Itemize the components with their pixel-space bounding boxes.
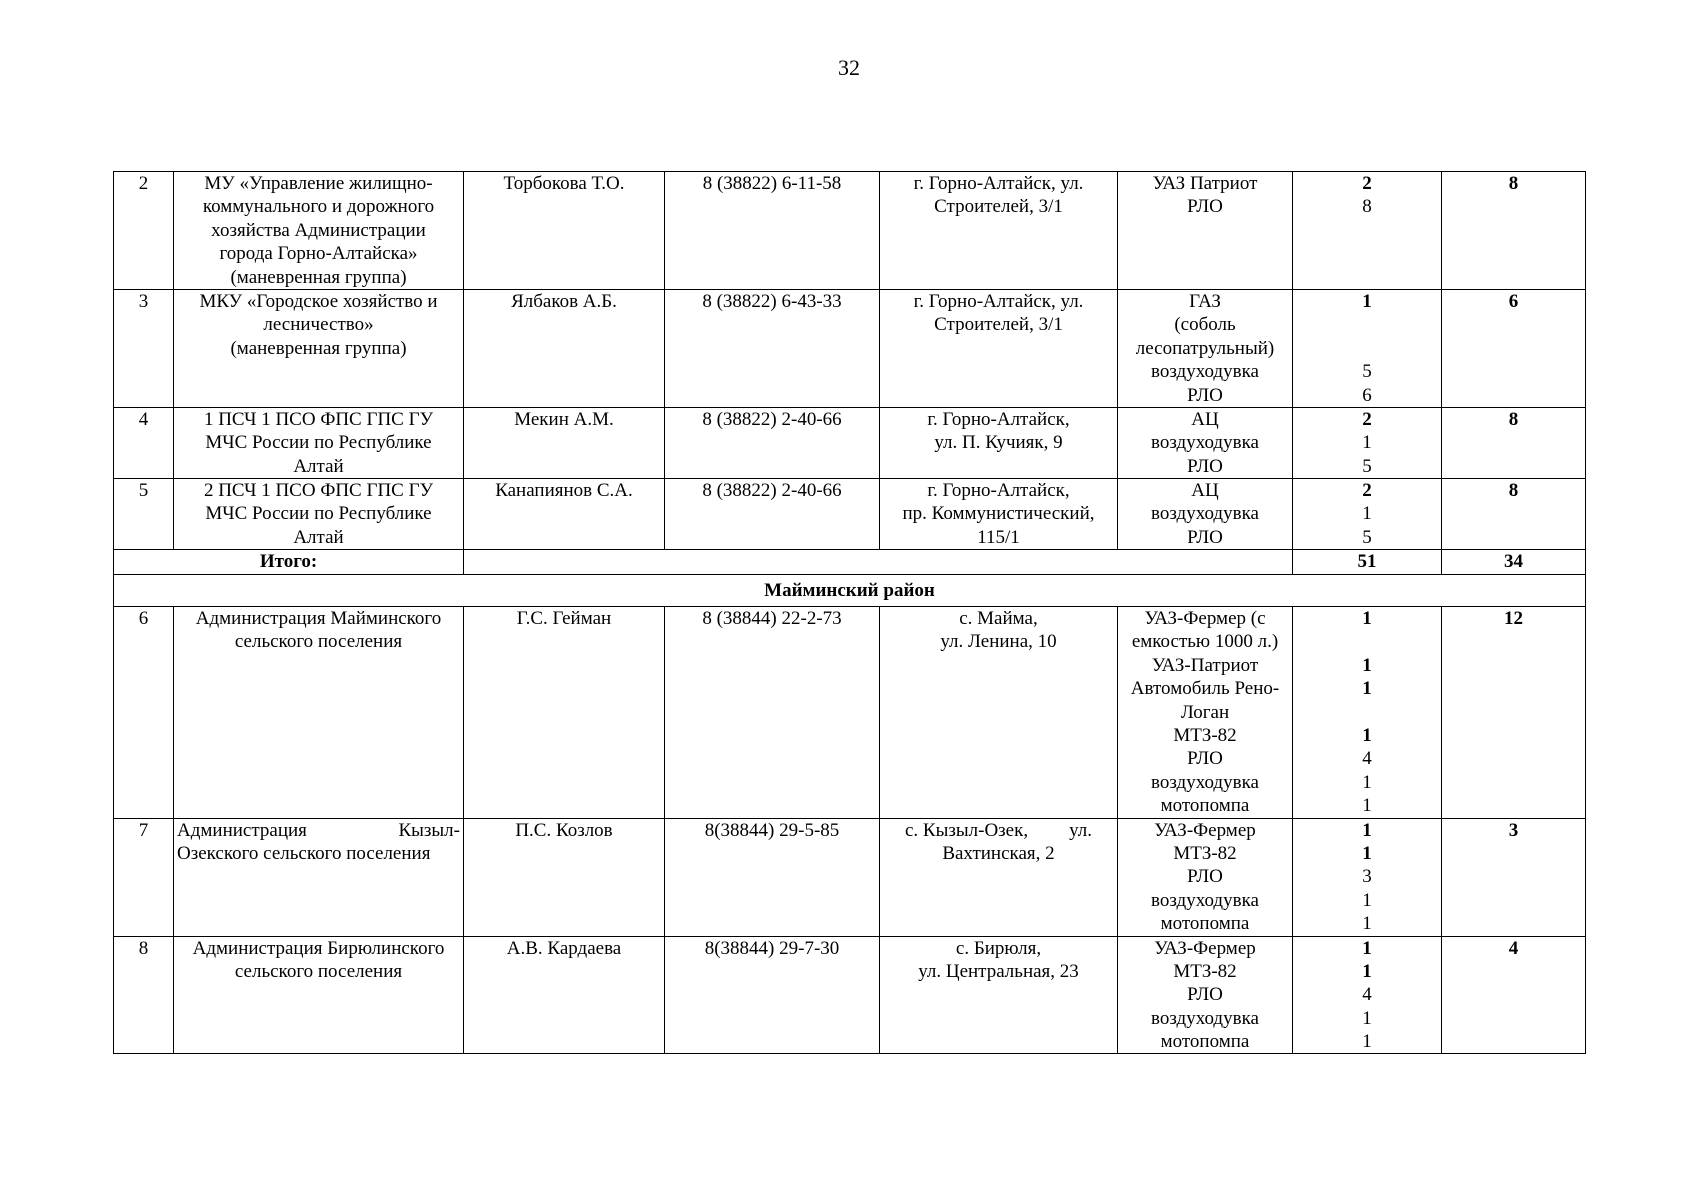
- count-line: [1296, 630, 1438, 653]
- counts-cell: [1293, 172, 1442, 290]
- row-number: 6: [114, 607, 174, 819]
- count-line: 1: [1362, 608, 1372, 630]
- vehicle-line: Логан: [1180, 701, 1230, 723]
- address-cell-line: г. Горно-Алтайск, ул.: [913, 290, 1084, 312]
- organization-cell-line: города Горно-Алтайска»: [219, 243, 418, 265]
- address-cell: [880, 936, 1118, 1054]
- organization-cell-line: Алтай: [293, 455, 344, 477]
- address-cell-line: ул. П. Кучияк, 9: [934, 432, 1063, 454]
- organization-cell-line: МЧС России по Республике: [205, 503, 432, 525]
- counts-cell: [1293, 479, 1442, 550]
- count-line: 5: [1362, 455, 1372, 477]
- counts-cell: [1293, 936, 1442, 1054]
- count-line: 5: [1362, 361, 1372, 383]
- vehicle-line: АЦ: [1191, 408, 1219, 430]
- vehicle-line: УАЗ-Фермер: [1154, 819, 1256, 841]
- phone-number: 8(38844) 29-7-30: [665, 936, 880, 1054]
- counts-cell: [1293, 407, 1442, 478]
- count-line: [1296, 337, 1438, 360]
- total-empty-cell: [464, 550, 1293, 574]
- count-line: 4: [1362, 984, 1372, 1006]
- address-cell-line: г. Горно-Алтайск,: [927, 408, 1070, 430]
- responsible-person: А.В. Кардаева: [464, 936, 665, 1054]
- table-row: [114, 172, 1586, 290]
- vehicle-line: емкостью 1000 л.): [1131, 631, 1279, 653]
- count-line: 1: [1362, 654, 1372, 676]
- organization-text: Администрация: [177, 819, 307, 841]
- row-total: 8: [1442, 407, 1586, 478]
- vehicle-line: [1119, 266, 1291, 289]
- counts-cell: [1293, 289, 1442, 407]
- vehicle-line: АЦ: [1191, 480, 1219, 502]
- organization-cell-line: коммунального и дорожного: [202, 196, 435, 218]
- organization-cell-line: (маневренная группа): [230, 266, 407, 288]
- responsible-person: Торбокова Т.О.: [464, 172, 665, 290]
- row-total: 6: [1442, 289, 1586, 407]
- vehicle-line: Автомобиль Рено-: [1130, 678, 1280, 700]
- vehicle-line: [1119, 219, 1291, 242]
- address-cell-line: 115/1: [977, 526, 1020, 548]
- table-row: [114, 407, 1586, 478]
- count-line: 1: [1362, 771, 1372, 793]
- total-label: Итого:: [114, 550, 464, 574]
- total-count: 51: [1293, 550, 1442, 574]
- address-cell-line: г. Горно-Алтайск, ул.: [913, 173, 1084, 194]
- section-header-row: [114, 574, 1586, 606]
- organization-cell-line: МЧС России по Республике: [205, 432, 432, 454]
- vehicle-line: РЛО: [1187, 196, 1223, 218]
- organization-cell: [174, 289, 464, 407]
- phone-number: 8 (38844) 22-2-73: [665, 607, 880, 819]
- count-line: 1: [1362, 1007, 1372, 1029]
- vehicle-line: РЛО: [1187, 748, 1223, 770]
- count-line: 1: [1362, 503, 1372, 525]
- organization-cell-line: [177, 384, 460, 407]
- count-line: [1296, 242, 1438, 265]
- page-number: 32: [838, 55, 860, 80]
- row-total: 3: [1442, 818, 1586, 936]
- phone-number: 8 (38822) 6-43-33: [665, 289, 880, 407]
- vehicle-line: воздуходувка: [1151, 432, 1259, 454]
- vehicle-line: РЛО: [1187, 384, 1223, 406]
- count-line: [1296, 219, 1438, 242]
- vehicle-line: мотопомпа: [1160, 795, 1250, 817]
- table-row: [114, 479, 1586, 550]
- section-title: Майминский район: [114, 574, 1586, 606]
- organization-cell-line: [177, 360, 460, 383]
- counts-cell: [1293, 818, 1442, 936]
- count-line: 1: [1362, 795, 1372, 817]
- organization-cell: [174, 607, 464, 819]
- count-line: 1: [1362, 937, 1372, 959]
- count-line: 8: [1362, 196, 1372, 218]
- table-row: [114, 818, 1586, 936]
- phone-number: 8 (38822) 2-40-66: [665, 479, 880, 550]
- vehicle-line: УАЗ Патриот: [1152, 173, 1258, 194]
- organization-cell-line: сельского поселения: [234, 960, 403, 982]
- address-cell-line: ул. Центральная, 23: [918, 960, 1079, 982]
- vehicle-line: УАЗ-Фермер (с: [1144, 608, 1266, 630]
- table-row: [114, 607, 1586, 819]
- count-line: 2: [1362, 408, 1372, 430]
- address-cell: [880, 289, 1118, 407]
- table-row: [114, 936, 1586, 1054]
- total-row: [114, 550, 1586, 574]
- vehicle-line: РЛО: [1187, 984, 1223, 1006]
- count-line: 1: [1362, 1031, 1372, 1053]
- organization-cell-line: Администрация Бирюлинского: [192, 937, 445, 959]
- count-line: 1: [1362, 960, 1372, 982]
- count-line: 3: [1362, 866, 1372, 888]
- organization-cell-line: МУ «Управление жилищно-: [204, 173, 433, 194]
- count-line: 1: [1362, 725, 1372, 747]
- organization-cell: [174, 407, 464, 478]
- vehicles-cell: [1118, 936, 1293, 1054]
- address-text: с. Кызыл-Озек,: [905, 819, 1029, 841]
- organization-text: Кызыл-: [398, 819, 460, 841]
- vehicle-line: воздуходувка: [1151, 503, 1259, 525]
- count-line: [1296, 266, 1438, 289]
- count-line: 1: [1362, 889, 1372, 911]
- row-total: 8: [1442, 172, 1586, 290]
- responsible-person: П.С. Козлов: [464, 818, 665, 936]
- count-line: 5: [1362, 526, 1372, 548]
- address-cell: [880, 607, 1118, 819]
- address-cell-line: пр. Коммунистический,: [902, 503, 1095, 525]
- count-line: [1296, 313, 1438, 336]
- address-cell: [880, 172, 1118, 290]
- organization-text: Озекского сельского поселения: [177, 842, 431, 864]
- organization-cell: [174, 936, 464, 1054]
- address-cell-line: Строителей, 3/1: [934, 314, 1063, 336]
- vehicle-line: РЛО: [1187, 526, 1223, 548]
- count-line: 6: [1362, 384, 1372, 406]
- count-line: 2: [1362, 480, 1372, 502]
- organization-cell-line: (маневренная группа): [230, 337, 407, 359]
- organization-cell-line: Алтай: [293, 526, 344, 548]
- counts-cell: [1293, 607, 1442, 819]
- address-text: Вахтинская, 2: [942, 842, 1055, 864]
- row-total: 8: [1442, 479, 1586, 550]
- responsible-person: Мекин А.М.: [464, 407, 665, 478]
- responsible-person: Ялбаков А.Б.: [464, 289, 665, 407]
- address-cell: [880, 407, 1118, 478]
- address-cell-line: г. Горно-Алтайск,: [927, 480, 1070, 502]
- row-number: 2: [114, 172, 174, 290]
- count-line: 1: [1362, 842, 1372, 864]
- vehicle-line: мотопомпа: [1160, 1031, 1250, 1053]
- row-total: 4: [1442, 936, 1586, 1054]
- organization-cell-line: хозяйства Администрации: [211, 219, 426, 241]
- vehicles-cell: [1118, 607, 1293, 819]
- vehicles-cell: [1118, 172, 1293, 290]
- count-line: 1: [1362, 819, 1372, 841]
- count-line: 1: [1362, 290, 1372, 312]
- row-number: 7: [114, 818, 174, 936]
- vehicle-line: (соболь: [1174, 314, 1236, 336]
- vehicle-line: МТЗ-82: [1173, 725, 1237, 747]
- organization-cell: [174, 479, 464, 550]
- responsible-person: Г.С. Гейман: [464, 607, 665, 819]
- address-cell-line: Строителей, 3/1: [934, 196, 1063, 218]
- vehicle-line: УАЗ-Фермер: [1154, 937, 1256, 959]
- count-line: 1: [1362, 678, 1372, 700]
- vehicle-line: мотопомпа: [1160, 913, 1250, 935]
- vehicle-line: воздуходувка: [1151, 771, 1259, 793]
- vehicle-line: [1119, 242, 1291, 265]
- organization-cell: [174, 818, 464, 936]
- count-line: 1: [1362, 432, 1372, 454]
- vehicles-cell: [1118, 289, 1293, 407]
- address-cell-line: с. Майма,: [959, 608, 1038, 630]
- responsible-person: Канапиянов С.А.: [464, 479, 665, 550]
- vehicle-line: МТЗ-82: [1173, 842, 1237, 864]
- organization-cell: [174, 172, 464, 290]
- vehicles-cell: [1118, 479, 1293, 550]
- vehicle-line: РЛО: [1187, 455, 1223, 477]
- address-cell-line: ул. Ленина, 10: [940, 631, 1057, 653]
- organization-cell-line: сельского поселения: [234, 631, 403, 653]
- row-number: 4: [114, 407, 174, 478]
- table-row: [114, 289, 1586, 407]
- organization-cell-line: 2 ПСЧ 1 ПСО ФПС ГПС ГУ: [203, 480, 434, 502]
- count-line: [1296, 701, 1438, 724]
- address-cell: [880, 818, 1118, 936]
- address-cell: [880, 479, 1118, 550]
- vehicle-line: ГАЗ: [1189, 290, 1221, 312]
- vehicle-line: РЛО: [1187, 866, 1223, 888]
- phone-number: 8(38844) 29-5-85: [665, 818, 880, 936]
- vehicle-line: воздуходувка: [1151, 361, 1259, 383]
- vehicles-cell: [1118, 407, 1293, 478]
- row-number: 5: [114, 479, 174, 550]
- total-sum: 34: [1442, 550, 1586, 574]
- vehicle-line: лесопатрульный): [1135, 337, 1275, 359]
- vehicle-line: воздуходувка: [1151, 1007, 1259, 1029]
- phone-number: 8 (38822) 2-40-66: [665, 407, 880, 478]
- count-line: 4: [1362, 748, 1372, 770]
- phone-number: 8 (38822) 6-11-58: [665, 172, 880, 290]
- organization-cell-line: МКУ «Городское хозяйство и: [199, 290, 438, 312]
- row-total: 12: [1442, 607, 1586, 819]
- vehicle-line: МТЗ-82: [1173, 960, 1237, 982]
- forces-table: [113, 171, 1586, 1054]
- address-cell-line: с. Бирюля,: [955, 937, 1042, 959]
- vehicle-line: УАЗ-Патриот: [1151, 654, 1259, 676]
- row-number: 3: [114, 289, 174, 407]
- organization-cell-line: 1 ПСЧ 1 ПСО ФПС ГПС ГУ: [203, 408, 434, 430]
- count-line: 1: [1362, 913, 1372, 935]
- organization-cell-line: Администрация Майминского: [195, 608, 442, 630]
- organization-cell-line: лесничество»: [263, 314, 374, 336]
- address-text: ул.: [1069, 819, 1092, 841]
- count-line: 2: [1362, 173, 1372, 194]
- vehicle-line: воздуходувка: [1151, 889, 1259, 911]
- vehicles-cell: [1118, 818, 1293, 936]
- row-number: 8: [114, 936, 174, 1054]
